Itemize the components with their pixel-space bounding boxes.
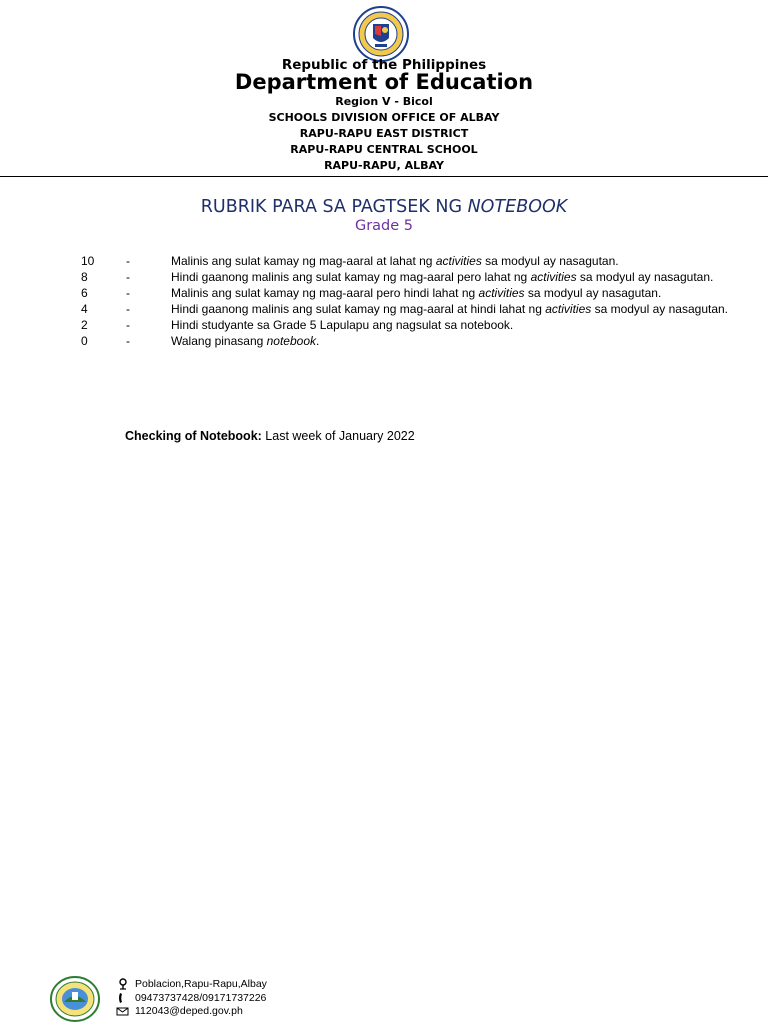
rubric-row: [0, 333, 768, 349]
town-line: RAPU-RAPU, ALBAY: [324, 159, 444, 172]
rubric-list: [0, 253, 768, 349]
republic-line: Republic of the Philippines: [281, 57, 487, 73]
rubric-title: [0, 197, 768, 217]
division-line: SCHOOLS DIVISION OFFICE OF ALBAY: [268, 111, 500, 124]
department-title: Department of Education: [234, 70, 534, 94]
location-pin-icon: [116, 978, 130, 990]
checking-value: Last week of January 2022: [261, 429, 415, 443]
footer-email: [116, 1005, 243, 1019]
rubric-dash: -: [126, 302, 130, 316]
rubric-row: [0, 301, 768, 317]
deped-seal-icon: [346, 6, 416, 62]
rubric-row: [0, 317, 768, 333]
rubric-dash: -: [126, 334, 130, 348]
rubric-score: 6: [81, 286, 88, 300]
rubric-title-text: RUBRIK PARA SA PAGTSEK NG: [200, 197, 468, 217]
rubric-dash: -: [126, 318, 130, 332]
district-line: RAPU-RAPU EAST DISTRICT: [299, 127, 469, 140]
rubric-score: 0: [81, 334, 88, 348]
footer-address-text: Poblacion,Rapu-Rapu,Albay: [135, 978, 267, 991]
school-logo-icon: [50, 976, 100, 1022]
grade-subtitle: Grade 5: [354, 218, 414, 234]
rubric-description: Malinis ang sulat kamay ng mag-aaral at lahat ng activities sa modyul ay nasagutan.: [171, 254, 619, 268]
checking-label: Checking of Notebook:: [125, 429, 262, 443]
rubric-description: Walang pinasang notebook.: [171, 334, 320, 348]
rubric-row: [0, 253, 768, 269]
footer-phone-text: 09473737428/09171737226: [135, 992, 267, 1005]
rubric-description: Malinis ang sulat kamay ng mag-aaral pero hindi lahat ng activities sa modyul ay nasagutan.: [171, 286, 662, 300]
envelope-icon: [116, 1005, 130, 1017]
header-divider: [0, 176, 768, 177]
rubric-description: Hindi gaanong malinis ang sulat kamay ng mag-aaral at hindi lahat ng activities sa modyul ay nasagutan.: [171, 302, 729, 316]
rubric-score: 10: [81, 254, 95, 268]
rubric-dash: -: [126, 286, 130, 300]
rubric-dash: -: [126, 254, 130, 268]
rubric-score: 2: [81, 318, 88, 332]
rubric-description: Hindi studyante sa Grade 5 Lapulapu ang nagsulat sa notebook.: [171, 318, 514, 332]
rubric-score: 4: [81, 302, 88, 316]
school-line: RAPU-RAPU CENTRAL SCHOOL: [290, 143, 478, 156]
rubric-title-italic: NOTEBOOK: [467, 197, 568, 217]
rubric-row: [0, 269, 768, 285]
phone-icon: [116, 992, 130, 1004]
rubric-score: 8: [81, 270, 88, 284]
footer-phone: [116, 992, 266, 1006]
checking-schedule: [125, 429, 415, 443]
rubric-dash: -: [126, 270, 130, 284]
region-line: Region V - Bicol: [335, 95, 433, 108]
rubric-description: Hindi gaanong malinis ang sulat kamay ng mag-aaral pero lahat ng activities sa modyul ay nasagutan.: [171, 270, 714, 284]
footer-email-text: 112043@deped.gov.ph: [135, 1005, 243, 1018]
rubric-row: [0, 285, 768, 301]
footer-address: [116, 978, 267, 992]
